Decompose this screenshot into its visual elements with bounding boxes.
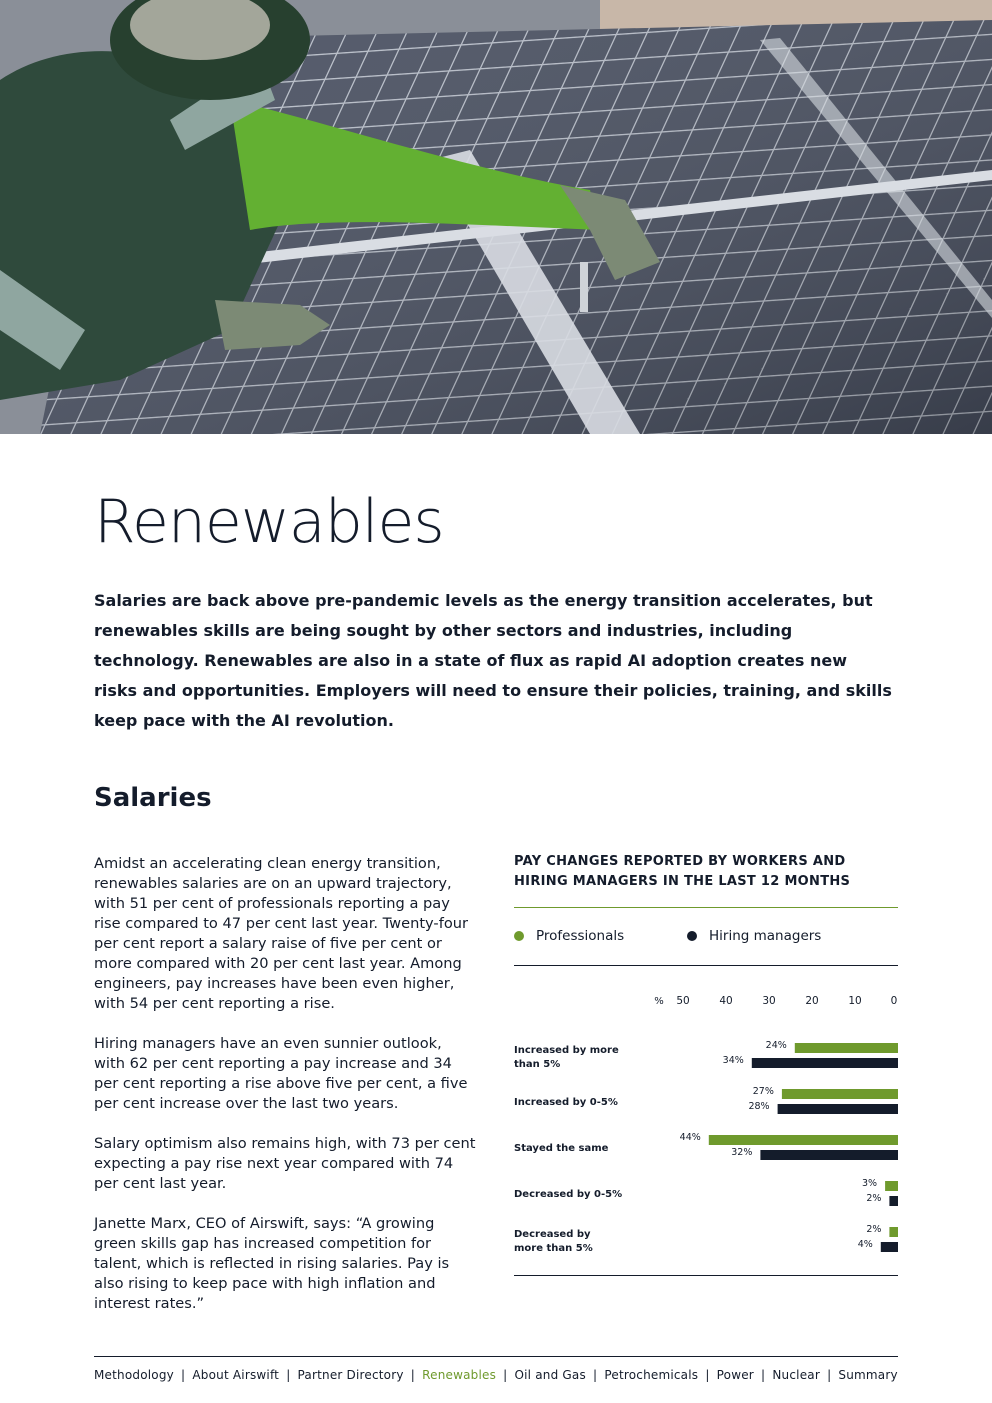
axis-tick-label: 40: [719, 995, 733, 1007]
bar-professionals: [885, 1181, 898, 1191]
body-text-column: [94, 854, 476, 1334]
hero-photo: [0, 0, 992, 434]
chart-legend: [514, 928, 898, 948]
bar-hiring-managers: [881, 1242, 898, 1252]
data-label: 2%: [866, 1224, 882, 1235]
chart-bottom-divider: [514, 1275, 898, 1276]
nav-link-oil-and-gas[interactable]: Oil and Gas: [514, 1368, 586, 1382]
category-label: Increased by more than 5%: [514, 1045, 619, 1070]
nav-link-methodology[interactable]: Methodology: [94, 1368, 174, 1382]
nav-link-about-airswift[interactable]: About Airswift: [192, 1368, 280, 1382]
page-title: Renewables: [94, 487, 444, 557]
data-label: 34%: [722, 1055, 744, 1066]
bar-hiring-managers: [760, 1150, 898, 1160]
body-paragraph: Hiring managers have an even sunnier outlook, with 62 per cent reporting a pay increase and 34 per cent reporting a rise above five per cent, a five per cent increase over the last two years.: [94, 1035, 468, 1112]
axis-tick-label: 20: [805, 995, 819, 1007]
nav-separator: |: [410, 1368, 416, 1382]
category-label: Decreased by more than 5%: [514, 1229, 593, 1254]
nav-link-nuclear[interactable]: Nuclear: [772, 1368, 820, 1382]
chart-title: PAY CHANGES REPORTED BY WORKERS AND HIRING MANAGERS IN THE LAST 12 MONTHS: [514, 854, 851, 889]
axis-tick-label: 30: [762, 995, 776, 1007]
nav-link-summary[interactable]: Summary: [838, 1368, 898, 1382]
data-label: 27%: [752, 1086, 774, 1097]
bar-hiring-managers: [752, 1058, 898, 1068]
nav-link-renewables[interactable]: Renewables: [422, 1368, 497, 1382]
nav-separator: |: [593, 1368, 598, 1382]
axis-tick-label: 0: [890, 995, 898, 1007]
nav-separator: |: [827, 1368, 832, 1382]
axis-tick-label: 50: [676, 995, 690, 1007]
footer-divider: [94, 1356, 898, 1357]
data-label: 3%: [862, 1178, 878, 1189]
legend-item-professionals: [514, 928, 624, 944]
nav-separator: |: [503, 1368, 508, 1382]
chart-legend-divider: [514, 965, 898, 966]
bar-professionals: [709, 1135, 898, 1145]
legend-swatch-professionals: [514, 931, 524, 941]
bar-professionals: [889, 1227, 898, 1237]
nav-separator: |: [181, 1368, 186, 1382]
bar-hiring-managers: [778, 1104, 898, 1114]
bar-hiring-managers: [889, 1196, 898, 1206]
bar-professionals: [795, 1043, 898, 1053]
data-label: 2%: [866, 1193, 882, 1204]
category-label: Stayed the same: [514, 1143, 609, 1154]
footer-navigation: [94, 1366, 898, 1384]
bar-professionals: [782, 1089, 898, 1099]
body-paragraph: Amidst an accelerating clean energy transition, renewables salaries are on an upward trajectory, with 51 per cent of professionals reporting a pay rise compared to 47 per cent last year. Twenty-four per cent report a salary raise of five per cent or more compared with 20 per cent last year. Among engineers, pay increases have been even higher, with 54 per cent reporting a rise.: [94, 855, 469, 1012]
nav-link-partner-directory[interactable]: Partner Directory: [297, 1368, 404, 1382]
legend-item-hiring-managers: [687, 928, 821, 944]
data-label: 44%: [679, 1132, 701, 1143]
nav-link-petrochemicals[interactable]: Petrochemicals: [604, 1368, 699, 1382]
data-label: 24%: [765, 1040, 787, 1051]
axis-unit-label: %: [654, 996, 664, 1007]
category-label: Increased by 0-5%: [514, 1097, 618, 1108]
data-label: 32%: [731, 1147, 753, 1158]
data-label: 28%: [748, 1101, 770, 1112]
data-label: 4%: [857, 1239, 873, 1250]
pay-changes-chart: [514, 852, 898, 1282]
chart-plot-area: [514, 982, 898, 1282]
section-heading: Salaries: [94, 783, 212, 813]
axis-tick-label: 10: [848, 995, 862, 1007]
nav-link-power[interactable]: Power: [716, 1368, 754, 1382]
category-label: Decreased by 0-5%: [514, 1189, 623, 1200]
legend-swatch-hiring-managers: [687, 931, 697, 941]
intro-paragraph: Salaries are back above pre-pandemic levels as the energy transition accelerates, but renewables skills are being sought by other sectors and industries, including technology. Renewables are also in a state of flux as rapid AI adoption creates new risks and opportunities. Employers will need to ensure their policies, training, and skills keep pace with the AI revolution.: [94, 591, 892, 730]
solar-panel-worker-image: [0, 0, 992, 434]
nav-separator: |: [705, 1368, 710, 1382]
body-paragraph: Salary optimism also remains high, with 73 per cent expecting a pay rise next year compared with 74 per cent last year.: [94, 1135, 476, 1192]
nav-separator: |: [286, 1368, 291, 1382]
body-paragraph: Janette Marx, CEO of Airswift, says: “A growing green skills gap has increased competition for talent, which is reflected in rising salaries. Pay is also rising to keep pace with high inflation and interest rates.”: [94, 1215, 450, 1312]
legend-label-hiring-managers: Hiring managers: [709, 928, 822, 944]
chart-top-divider: [514, 907, 898, 908]
nav-separator: |: [761, 1368, 766, 1382]
legend-label-professionals: Professionals: [536, 928, 625, 944]
